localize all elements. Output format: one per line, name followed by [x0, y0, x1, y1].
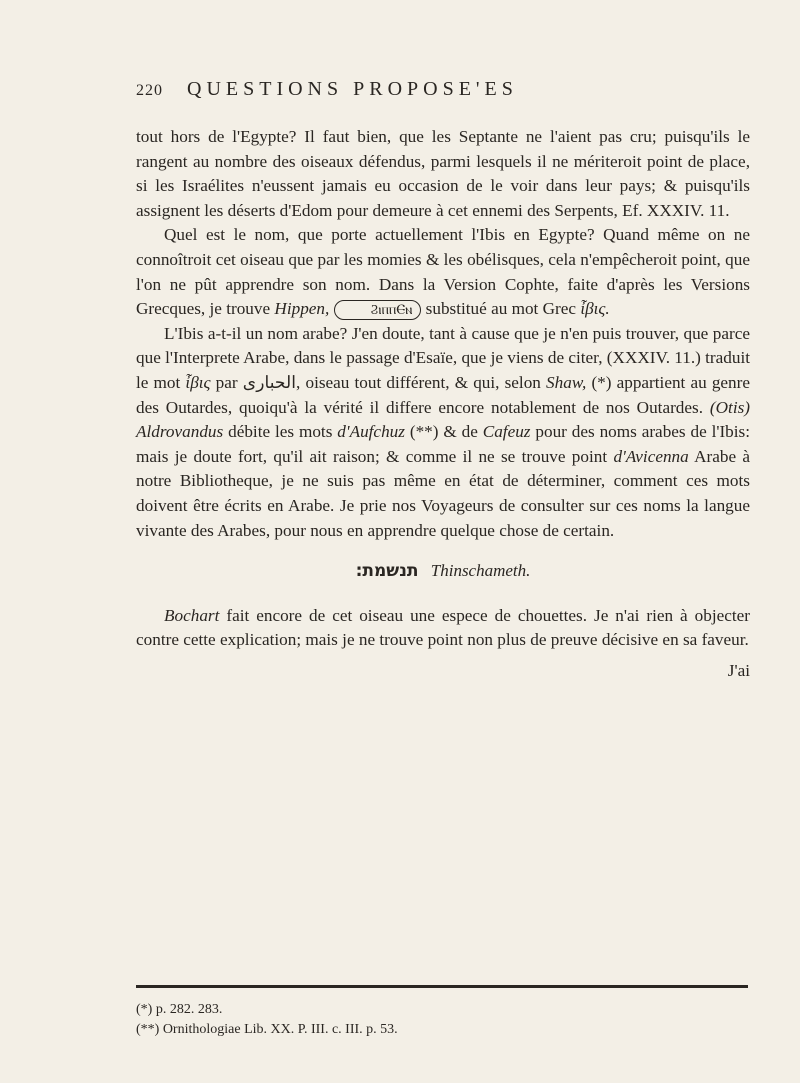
word-cafeuz: Cafeuz — [482, 422, 531, 442]
paragraph-3-text-d: débite les mots — [228, 422, 333, 442]
paragraph-3-text-f: pour des noms arabes de l'Ibis: mais je doute fort, qu'il ait raison; & comme il ne se trouve point — [136, 422, 751, 466]
word-hippen: Hippen, — [274, 299, 330, 319]
author-shaw: Shaw, — [546, 372, 587, 392]
footnotes — [136, 1000, 756, 1040]
catchword: J'ai — [727, 660, 750, 680]
paragraph-3-text-g: Arabe à notre Bibliotheque, je ne suis pas même en état de déterminer, comment ces mots doivent être écrits en Arabe. Je prie nos Voyageurs de consulter sur ces noms la langue vivante des Arabes, pour nous en apprendre quelque chose de certain. — [136, 446, 751, 540]
paragraph-3-text-c: (*) appartient au genre des Outardes, quoiqu'à la vérité il differe encore notablement de nos Outardes. — [136, 372, 750, 417]
paragraph-3-text-e: (**) & — [409, 422, 457, 442]
arabic-word: ﺍﻟﺤﺒﺎﺭﻯ — [242, 372, 297, 392]
author-bochart: Bochart — [164, 605, 220, 625]
word-otis: (Otis) — [709, 397, 751, 417]
footnote-1: (*) p. 282. 283. — [136, 1002, 223, 1017]
paragraph-1: tout hors de l'Egypte? Il faut bien, que les Septante ne l'aient pas cru; puisqu'ils le rangent au nombre des oiseaux défendus, parmi lesquels il ne mériteroit point de place, si les Israélites n'eussent jamais eu occasion de le voir dans leur pays; & puisqu'ils assignent les déserts d'Edom pour demeure à cet ennemi des Serpents, Ef. XXXIV. 11. — [136, 127, 750, 220]
author-avicenna: d'Avicenna — [613, 446, 689, 466]
word-de: de — [461, 422, 478, 442]
author-aldrovandus: Aldrovandus — [136, 422, 224, 442]
running-title: QUESTIONS PROPOSE'ES — [187, 78, 518, 100]
paragraph-2-text-a: Quel est le nom, que porte actuellement l'Ibis en Egypte? Quand même on ne connoîtroit cet oiseau que par les momies & les obélisques, cela n'empêcheroit point, que l'on ne pût apprendre son nom. Dans la Version Cophte, faite d'après les Versions Grecques, je trouve — [136, 225, 750, 319]
greek-word-ibis: ἶβις. — [580, 299, 610, 319]
page-number: 220 — [136, 82, 163, 99]
hebrew-word: תנשמת: — [355, 561, 419, 582]
running-header — [136, 78, 760, 101]
word-aufchuz: d'Aufchuz — [337, 422, 405, 442]
paragraph-2 — [136, 223, 750, 321]
main-text — [136, 125, 750, 683]
coptic-word: ϨⲓⲡⲡⲈⲛ — [334, 300, 422, 320]
paragraph-3-text-b: , oiseau tout différent, & qui, selon — [296, 372, 541, 392]
paragraph-4 — [136, 604, 750, 653]
paragraph-4-text: fait encore de cet oiseau une espece de chouettes. Je n'ai rien à objecter contre cette explication; mais je ne trouve point non plus de preuve décisive en sa faveur. — [136, 605, 751, 650]
word-par: par — [215, 372, 238, 392]
paragraph-3 — [136, 322, 750, 543]
footnote-rule — [136, 985, 748, 988]
paragraph-3-text-a: L'Ibis a-t-il un nom arabe? J'en doute, tant à cause que je n'en puis trouver, que parce que l'Interprete Arabe, dans le passage d'Esaïe, que je viens de citer, (XXXIV. 11.) traduit le mot — [136, 323, 751, 392]
hebrew-transliteration: Thinschameth. — [430, 561, 531, 581]
footnote-2: (**) Ornithologiae Lib. XX. P. III. c. III. p. 53. — [136, 1022, 398, 1037]
hebrew-heading — [136, 559, 750, 584]
paragraph-2-text-b: substitué au mot Grec — [425, 299, 577, 319]
greek-word-ibis-2: ἶβις — [185, 372, 211, 392]
